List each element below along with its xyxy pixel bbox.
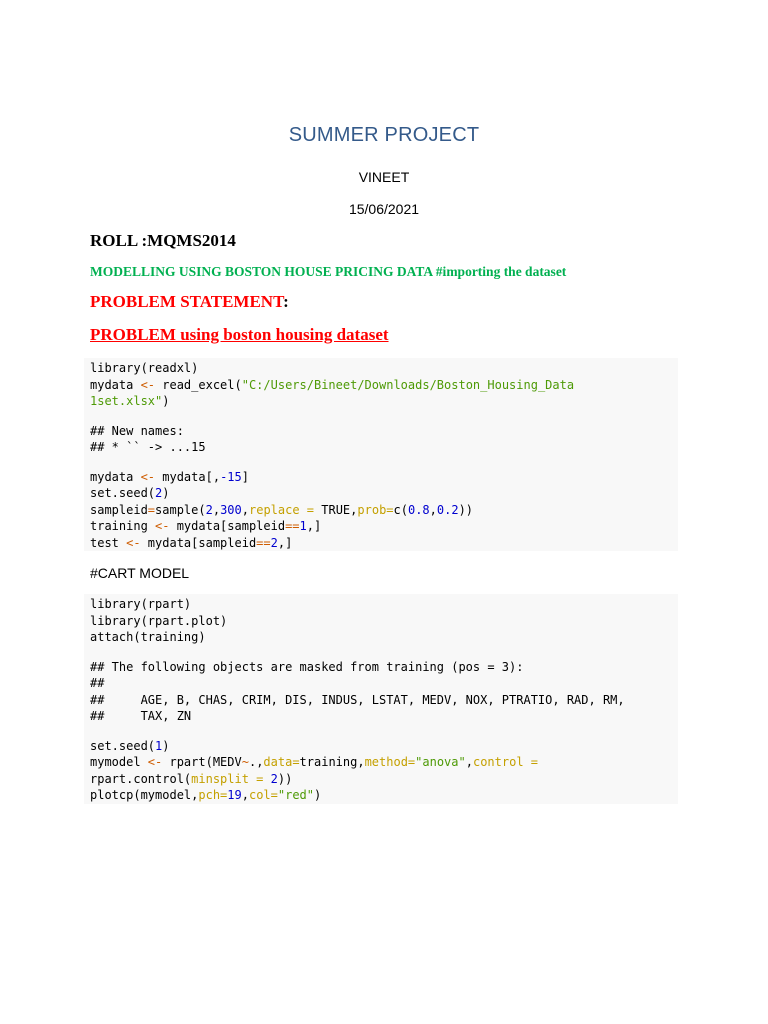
code-output-line: ## * `` -> ...15 [90,440,206,454]
code-line: library(readxl) [90,361,199,375]
problem-statement-heading [90,292,289,312]
code-line: library(rpart.plot) [90,613,228,628]
subtitle: MODELLING USING BOSTON HOUSE PRICING DATA #importing the dataset [90,264,567,279]
code-line: set.seed(1) [90,738,170,753]
problem-using-heading: PROBLEM using boston housing dataset [90,325,389,344]
code-line: library(rpart) [90,597,192,611]
cart-model-heading: #CART MODEL [90,565,190,581]
code-block-cart [84,594,678,804]
problem-statement-text: PROBLEM STATEMENT [90,292,284,311]
code-line: set.seed(2) [90,486,170,500]
code-line: attach(training) [90,630,206,644]
code-line: mymodel <- rpart(MEDV~.,data=training,method="anova",control = [90,755,538,769]
document-title: SUMMER PROJECT [288,124,480,146]
code-block-import [84,358,678,551]
code-output-line: ## New names: [90,423,184,438]
author-name: VINEET [358,169,410,185]
code-line: plotcp(mymodel,pch=19,col="red") [90,788,322,802]
code-output-line: ## [90,676,105,690]
code-line: test <- mydata[sampleid==2,] [90,535,293,550]
code-line: training <- mydata[sampleid==1,] [90,519,322,533]
document-date: 15/06/2021 [348,201,420,217]
code-output-line: ## AGE, B, CHAS, CRIM, DIS, INDUS, LSTAT, MEDV, NOX, PTRATIO, RAD, RM, [90,692,625,707]
roll-number: ROLL :MQMS2014 [90,231,236,250]
problem-statement-colon: : [283,292,289,311]
code-output-line: ## TAX, ZN [90,709,192,723]
code-line: sampleid=sample(2,300,replace = TRUE,prob=c(0.8,0.2)) [90,502,474,517]
code-line: rpart.control(minsplit = 2)) [90,771,293,786]
code-line: mydata <- read_excel("C:/Users/Bineet/Downloads/Boston_Housing_Data [90,377,575,392]
code-output-line: ## The following objects are masked from training (pos = 3): [90,659,524,674]
code-line: 1set.xlsx") [90,394,170,408]
code-line: mydata <- mydata[,-15] [90,469,249,484]
